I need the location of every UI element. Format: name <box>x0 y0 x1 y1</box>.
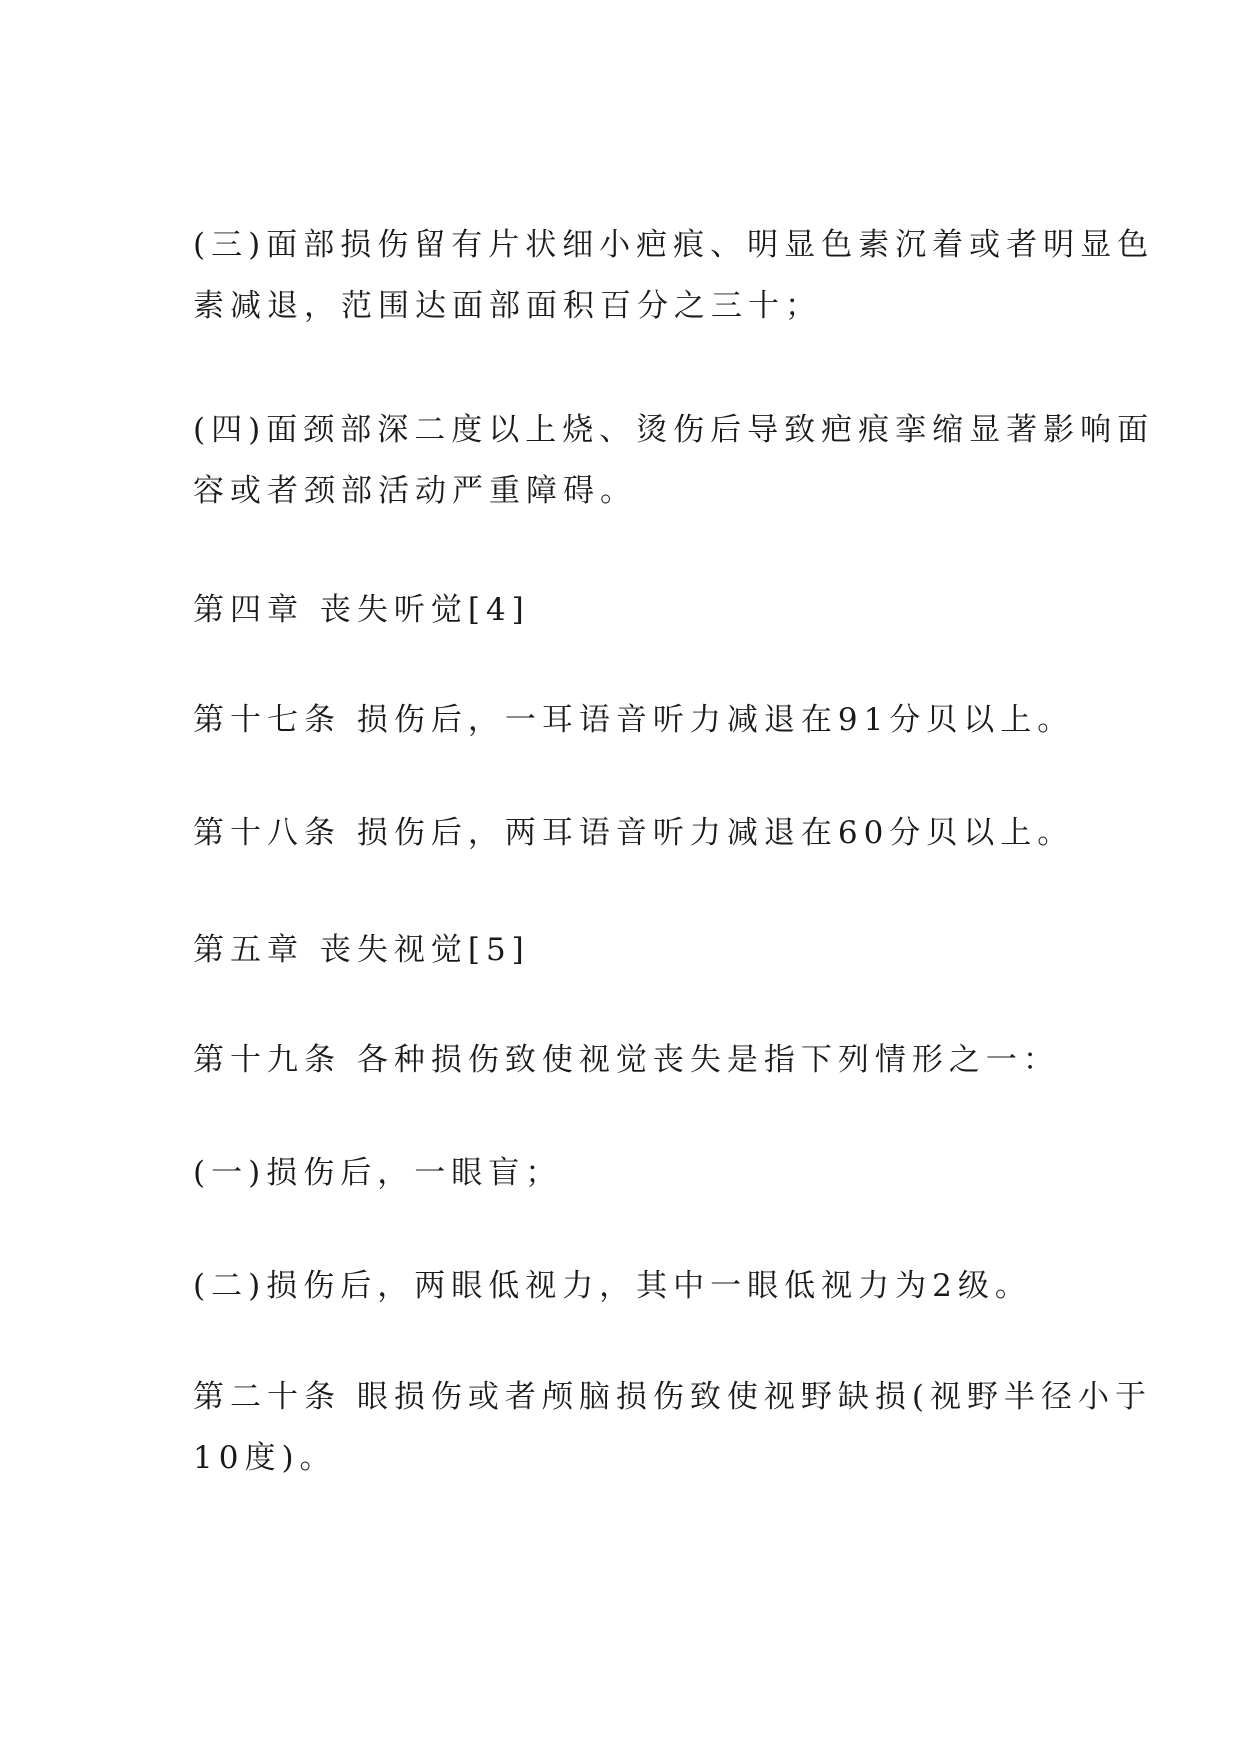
article-19-item-1 <box>193 1143 1073 1204</box>
chapter-heading-hearing-loss <box>193 580 1073 641</box>
chapter-title: 第五章 丧失视觉[5] <box>193 932 530 968</box>
chapter-heading-vision-loss <box>193 920 1073 981</box>
article-text: 第十八条 损伤后，两耳语音听力减退在60分贝以上。 <box>193 815 1075 851</box>
paragraph-line: 容或者颈部活动严重障碍。 <box>193 473 637 509</box>
paragraph-facial-burn-clause-4 <box>193 400 1155 522</box>
paragraph-line: (四)面颈部深二度以上烧、烫伤后导致疤痕挛缩显著影响面 <box>193 412 1155 448</box>
article-17 <box>193 690 1073 751</box>
article-text: 第十九条 各种损伤致使视觉丧失是指下列情形之一： <box>193 1042 1060 1078</box>
article-19-item-2 <box>193 1256 1073 1317</box>
article-text: 10度)。 <box>193 1440 337 1476</box>
list-item-text: (二)损伤后，两眼低视力，其中一眼低视力为2级。 <box>193 1268 1032 1304</box>
article-18 <box>193 803 1073 864</box>
list-item-text: (一)损伤后，一眼盲； <box>193 1155 563 1191</box>
article-19 <box>193 1030 1073 1091</box>
paragraph-line: 素减退，范围达面部面积百分之三十； <box>193 288 822 324</box>
article-20 <box>193 1367 1152 1489</box>
article-text: 第十七条 损伤后，一耳语音听力减退在91分贝以上。 <box>193 702 1075 738</box>
article-text: 第二十条 眼损伤或者颅脑损伤致使视野缺损(视野半径小于 <box>193 1379 1152 1415</box>
paragraph-line: (三)面部损伤留有片状细小疤痕、明显色素沉着或者明显色 <box>193 227 1155 263</box>
paragraph-facial-scar-clause-3 <box>193 215 1155 337</box>
chapter-title: 第四章 丧失听觉[4] <box>193 592 530 628</box>
